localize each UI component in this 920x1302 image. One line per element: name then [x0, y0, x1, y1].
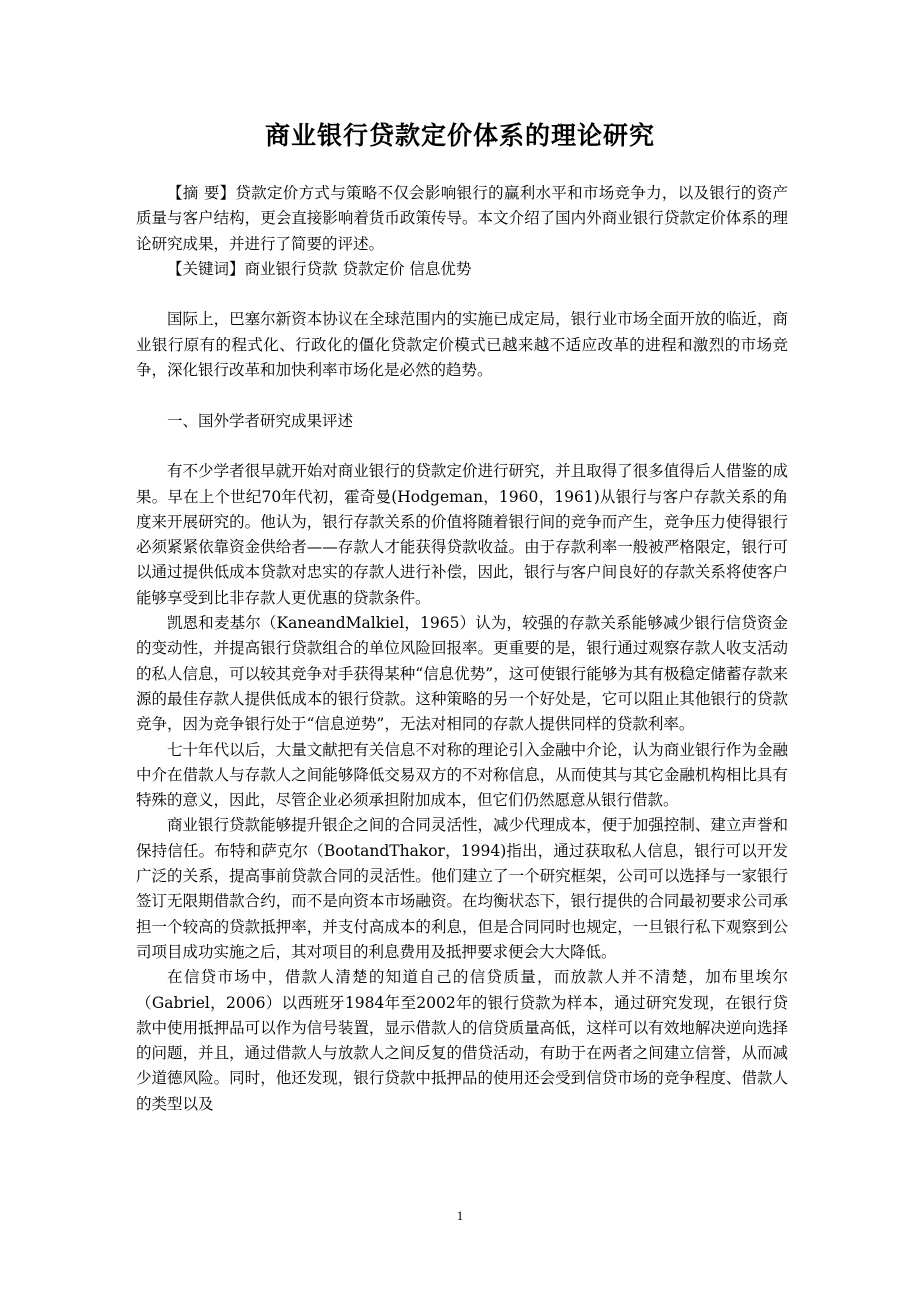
- keywords-label: 【关键词】: [167, 259, 245, 278]
- section-heading: 一、国外学者研究成果评述: [167, 411, 354, 430]
- body-paragraph: 七十年代以后，大量文献把有关信息不对称的理论引入金融中介论，认为商业银行作为金融中介在借款人与存款人之间能够降低交易双方的不对称信息，从而使其与其它金融机构相比具有特殊的意义，因此，尽管企业必须承担附加成本，但它们仍然愿意从银行借款。: [136, 740, 788, 810]
- keywords-text: 商业银行贷款 贷款定价 信息优势: [244, 259, 472, 278]
- abstract-paragraph: [136, 181, 788, 257]
- abstract-label: 【摘 要】: [167, 184, 236, 202]
- abstract-text: 贷款定价方式与策略不仅会影响银行的赢利水平和市场竞争力，以及银行的资产质量与客户结构，更会直接影响着货币政策传导。本文介绍了国内外商业银行贷款定价体系的理论研究成果，并进行了简要的评述。: [136, 184, 788, 253]
- spacer: [136, 434, 788, 459]
- keywords-paragraph: [136, 257, 788, 282]
- body-paragraph: 商业银行贷款能够提升银企之间的合同灵活性，减少代理成本，便于加强控制、建立声誉和保持信任。布特和萨克尔（BootandThakor，1994)指出，通过获取私人信息，银行可以开发广泛的关系，提高事前贷款合同的灵活性。他们建立了一个研究框架，公司可以选择与一家银行签订无限期借款合约，而不是向资本市场融资。在均衡状态下，银行提供的合同最初要求公司承担一个较高的贷款抵押率，并支付高成本的利息，但是合同同时也规定，一旦银行私下观察到公司项目成功实施之后，其对项目的利息费用及抵押要求便会大大降低。: [136, 816, 788, 961]
- page-number: 1: [456, 1208, 464, 1223]
- spacer: [136, 383, 788, 408]
- body-paragraph: 有不少学者很早就开始对商业银行的贷款定价进行研究，并且取得了很多值得后人借鉴的成果。早在上个世纪70年代初，霍奇曼(Hodgeman，1960，1961)从银行与客户存款关系的角度来开展研究的。他认为，银行存款关系的价值将随着银行间的竞争而产生，竞争压力使得银行必须紧紧依靠资金供给者——存款人才能获得贷款收益。由于存款利率一般被严格限定，银行可以通过提供低成本贷款对忠实的存款人进行补偿，因此，银行与客户间良好的存款关系将使客户能够享受到比非存款人更优惠的贷款条件。: [136, 462, 788, 607]
- spacer: [136, 282, 788, 307]
- page-title: 商业银行贷款定价体系的理论研究: [264, 121, 655, 150]
- body-paragraph: 凯恩和麦基尔（KaneandMalkiel，1965）认为，较强的存款关系能够减少银行信贷资金的变动性，并提高银行贷款组合的单位风险回报率。更重要的是，银行通过观察存款人收支活动的私人信息，可以较其竞争对手获得某种“信息优势”，这可使银行能够为其有极稳定储蓄存款来源的最佳存款人提供低成本的银行贷款。这种策略的另一个好处是，它可以阻止其他银行的贷款竞争，因为竞争银行处于“信息逆势”，无法对相同的存款人提供同样的贷款利率。: [136, 614, 788, 734]
- document-body: [136, 181, 788, 1117]
- intro-paragraph: 国际上，巴塞尔新资本协议在全球范围内的实施已成定局，银行业市场全面开放的临近，商业银行原有的程式化、行政化的僵化贷款定价模式已越来越不适应改革的进程和激烈的市场竞争，深化银行改革和加快利率市场化是必然的趋势。: [136, 310, 788, 380]
- body-paragraph: 在信贷市场中，借款人清楚的知道自己的信贷质量，而放款人并不清楚，加布里埃尔（Gabriel，2006）以西班牙1984年至2002年的银行贷款为样本，通过研究发现，在银行贷款中使用抵押品可以作为信号装置，显示借款人的信贷质量高低，这样可以有效地解决逆向选择的问题，并且，通过借款人与放款人之间反复的借贷活动，有助于在两者之间建立信誉，从而减少道德风险。同时，他还发现，银行贷款中抵押品的使用还会受到信贷市场的竞争程度、借款人的类型以及: [136, 968, 788, 1113]
